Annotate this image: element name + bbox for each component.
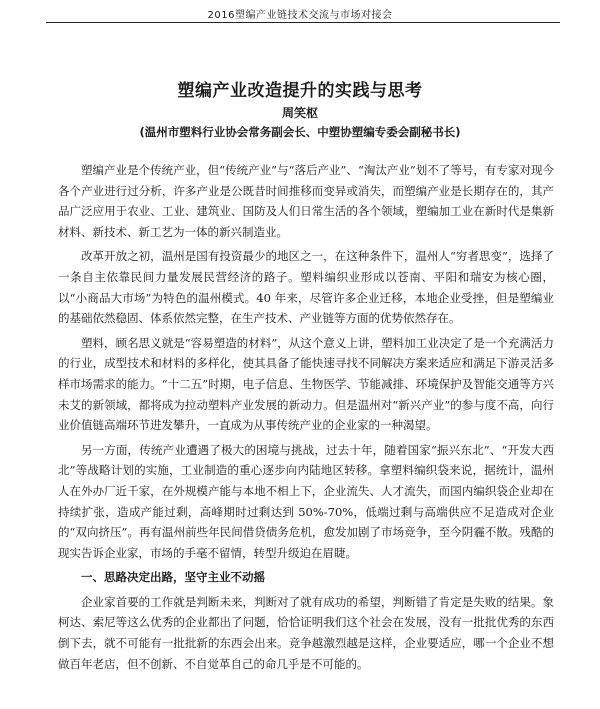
section-heading: 一、思路决定出路，坚守主业不动摇 — [81, 570, 265, 585]
article-author: 周笑枢 — [281, 106, 318, 120]
body-paragraph: 塑料，顾名思义就是“容易塑造的材料”，从这个意义上讲，塑料加工业决定了是一个充满活力的行业，成型技术和材料的多样化，使其具备了能快速寻找不同解决方案来适应和满足下游灵活多样市场需求的能力。“十二五”时期，电子信息、生物医学、节能减排、环境保护及智能交通等方兴未艾的新领域，都将成为拉动塑料产业发展的新动力。但是温州对“新兴产业”的参与度不高，向行业价值链高端环节进发攀升，一直成为从事传统产业的企业家的一种渴望。 — [58, 335, 554, 433]
article-title: 塑编产业改造提升的实践与思考 — [177, 81, 423, 101]
body-paragraph: 另一方面，传统产业遭遇了极大的困境与挑战，过去十年，随着国家“振兴东北”、“开发大西北”等战略计划的实施，工业制造的重心逐步向内陆地区转移。拿塑料编织袋来说，据统计，温州人在外办厂近千家，在外规模产能与本地不相上下，企业流失、人才流失，而国内编织袋企业却在持续扩张，造成产能过剩，高峰期时过剩达到 50%-70%，低端过剩与高端供应不足造成对企业的“双向挤压”。再有温州前些年民间借贷债务危机，愈发加剧了市场竞争，至今阴霾不散。残酷的现实告诉企业家，市场的手毫不留情，转型升级迫在眉睫。 — [58, 442, 554, 560]
body-paragraph: 改革开放之初，温州是国有投资最少的地区之一，在这种条件下，温州人“穷者思变”，选择了一条自主依靠民间力量发展民营经济的路子。塑料编织业形成以苍南、平阳和瑞安为核心圈，以“小商品大市场”为特色的温州模式。40 年来，尽管许多企业迁移，本地企业受挫，但是塑编业的基础依然稳固、体系依然完整，在生产技术、产业链等方面的优势依然存在。 — [58, 249, 554, 326]
article-body — [58, 160, 554, 678]
body-paragraph: 塑编产业是个传统产业，但“传统产业”与“落后产业”、“淘汰产业”划不了等号，有专家对现今各个产业进行过分析，许多产业是公既昔时间推移而变异或消失，而塑编产业是长期存在的，其产品广泛应用于农业、工业、建筑业、国防及人们日常生活的各个领域，塑编加工业在新时代是集新材料、新技术、新工艺为一体的新兴制造业。 — [58, 163, 554, 239]
author-affiliation: (温州市塑料行业协会常务副会长、中塑协塑编专委会副秘书长) — [139, 125, 461, 139]
header-rule — [46, 22, 560, 23]
body-paragraph: 企业家首要的工作就是判断未来，判断对了就有成功的希望，判断错了肯定是失败的结果。象柯达、索尼等这么优秀的企业都出了问题，恰恰证明我们这个社会在发展，没有一批批优秀的东西倒下去，就不可能有一批批新的东西会出来。竞争越激烈越是这样，企业要适应，哪一个企业不想做百年老店，但不创新、不自觉革自己的命几乎是不可能的。 — [58, 594, 554, 671]
running-header: 2016塑编产业链技术交流与市场对接会 — [207, 10, 393, 21]
